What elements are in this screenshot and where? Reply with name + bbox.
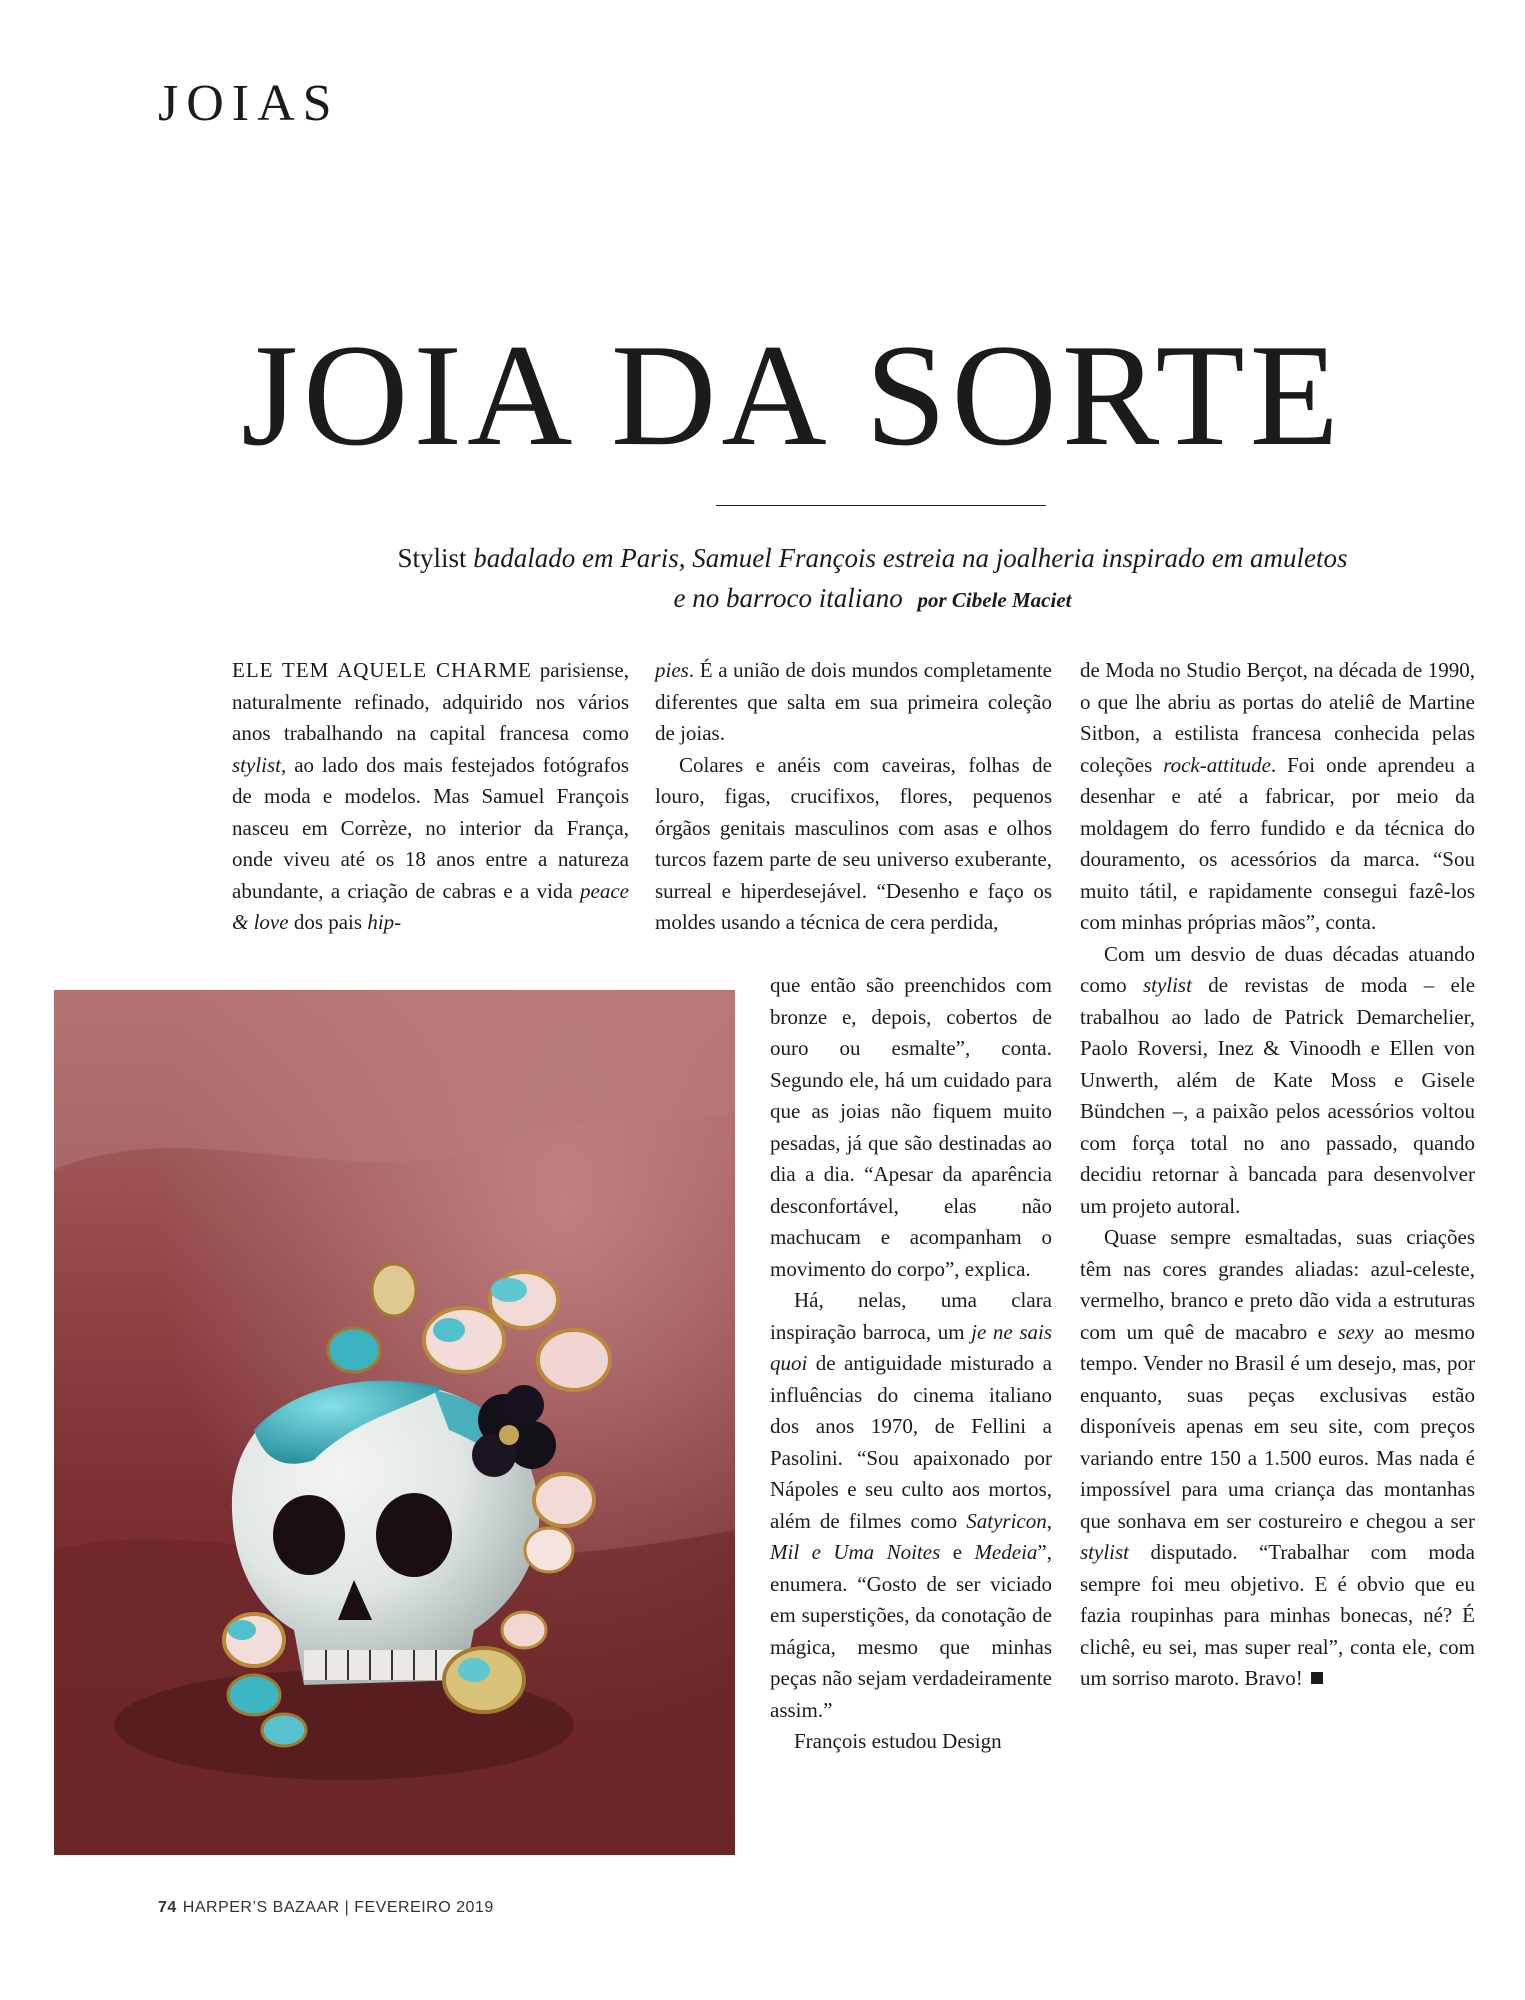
standfirst-lead: Stylist — [397, 543, 467, 573]
text-run: ao mesmo tempo. Vender no Brasil é um desejo, mas, por enquanto, suas peças exclusivas estão disponíveis apenas em seu site, com preços variando entre 150 a 1.500 euros. Mas nada é impossível para uma criança das montanhas que sonhava em ser costureiro e chegou a ser — [1080, 1319, 1475, 1533]
paragraph: que então são preenchidos com bronze e, depois, cobertos de ouro ou esmalte”, conta. Segundo ele, há um cuidado para que as joias não fiquem muito pesadas, já que são destinadas ao dia a dia. “Apesar da aparência desconfortável, elas não machucam e acompanham o movimento do corpo”, explica. — [770, 973, 1052, 1281]
text-run: de antiguidade misturado a influências do cinema italiano dos anos 1970, de Fellini a Pasolini. “Sou apaixonado por Nápoles e seu culto aos mortos, além de filmes como — [770, 1351, 1052, 1533]
text-run: e — [940, 1540, 975, 1564]
text-run: . Foi onde aprendeu a desenhar e até a fabricar, por meio da moldagem do ferro fundido e da técnica do douramento, os acessórios da marca. “Sou muito tátil, e rapidamente consegui fazê-los com minhas próprias mãos”, conta. — [1080, 752, 1475, 934]
italic-run: hip- — [367, 910, 402, 934]
paragraph — [770, 1285, 1052, 1726]
text-run: parisiense, naturalmente refinado, adquirido nos vários anos trabalhando na capital francesa como — [232, 658, 629, 745]
italic-run: stylist — [1080, 1540, 1130, 1564]
article-column-2-top — [655, 655, 1052, 939]
article-column-2-bottom — [770, 970, 1052, 1758]
paragraph: François estudou Design — [794, 1729, 1002, 1753]
paragraph: Colares e anéis com caveiras, folhas de louro, figas, crucifixos, flores, pequenos órgãos genitais masculinos com asas e olhos turcos fazem parte de seu universo exuberante, surreal e hiperdesejável. “Desenho e faço os moldes usando a técnica de cera perdida, — [655, 752, 1052, 934]
italic-run: je ne sais quoi — [770, 1319, 1052, 1375]
end-of-article-mark — [1311, 1672, 1323, 1684]
lead-in-caps: ELE TEM AQUELE CHARME — [232, 658, 532, 682]
text-run: ”, enumera. “Gosto de ser viciado em superstições, da conotação de mágica, mesmo que minhas peças não sejam verdadeiramente assim.” — [770, 1540, 1052, 1722]
italic-run: Mil e Uma Noites — [770, 1540, 941, 1564]
text-run: disputado. “Trabalhar com moda sempre foi meu objetivo. E é obvio que eu fazia roupinhas para minhas bonecas, né? É clichê, eu sei, mas super real”, conta ele, com um sorriso maroto. Bravo! — [1080, 1540, 1475, 1690]
skull-ring-illustration — [54, 990, 735, 1855]
article-column-1 — [232, 655, 629, 939]
text-run: Com um desvio de duas décadas atuando como — [1080, 941, 1475, 997]
text-run: . É a união de dois mundos completamente diferentes que salta em sua primeira coleção de joias. — [655, 658, 1052, 745]
publication-line: HARPER’S BAZAAR | FEVEREIRO 2019 — [182, 1899, 494, 1916]
text-run: , ao lado dos mais festejados fotógrafos de moda e modelos. Mas Samuel François nasceu em Corrèze, no interior da França, onde viveu até os 18 anos entre a natureza abundante, a criação de cabras e a vida — [232, 752, 629, 903]
paragraph — [655, 655, 1052, 750]
paragraph — [1080, 655, 1475, 939]
paragraph — [1080, 939, 1475, 1223]
text-run: Quase sempre esmaltadas, suas criações têm nas cores grandes aliadas: azul-celeste, vermelho, branco e preto dão vida a estruturas com um quê de macabro e — [1080, 1225, 1475, 1344]
italic-run: stylist — [232, 752, 282, 777]
italic-run: stylist — [1142, 973, 1192, 997]
text-run: dos pais — [288, 910, 368, 934]
standfirst — [240, 538, 1505, 620]
byline: por Cibele Maciet — [917, 588, 1072, 612]
text-run: de revistas de moda – ele trabalhou ao lado de Patrick Demarchelier, Paolo Roversi, Inez & Vinoodh e Ellen von Unwerth, além de Kate Moss e Gisele Bündchen –, a paixão pelos acessórios voltou com força total no ano passado, quando decidiu retornar à bancada para desenvolver um projeto autoral. — [1080, 973, 1476, 1218]
article-column-3 — [1080, 655, 1475, 1695]
italic-run: rock-attitude — [1163, 752, 1271, 777]
text-run: de Moda no Studio Berçot, na década de 1990, o que lhe abriu as portas do ateliê de Martine Sitbon, a estilista francesa conhecida pelas coleções — [1080, 658, 1475, 777]
headline-divider — [716, 505, 1046, 506]
italic-run: Satyricon — [966, 1508, 1047, 1533]
text-run: Há, nelas, uma clara inspiração barroca, um — [770, 1288, 1052, 1344]
page-number: 74 — [158, 1899, 177, 1916]
page-footer — [158, 1899, 494, 1917]
paragraph — [232, 655, 629, 939]
italic-run: pies — [655, 658, 689, 682]
italic-run: sexy — [1337, 1319, 1374, 1344]
standfirst-line2: e no barroco italiano — [673, 583, 903, 613]
italic-run: Medeia — [974, 1540, 1038, 1564]
italic-run: peace & love — [232, 878, 629, 934]
text-run: , — [1046, 1508, 1052, 1533]
article-headline: JOIA DA SORTE — [241, 314, 1344, 476]
skull-ring-photo — [54, 990, 735, 1855]
standfirst-line1: badalado em Paris, Samuel François estreia na joalheria inspirado em amuletos — [466, 543, 1348, 573]
paragraph — [1080, 1222, 1475, 1695]
section-label: JOIAS — [158, 75, 340, 132]
